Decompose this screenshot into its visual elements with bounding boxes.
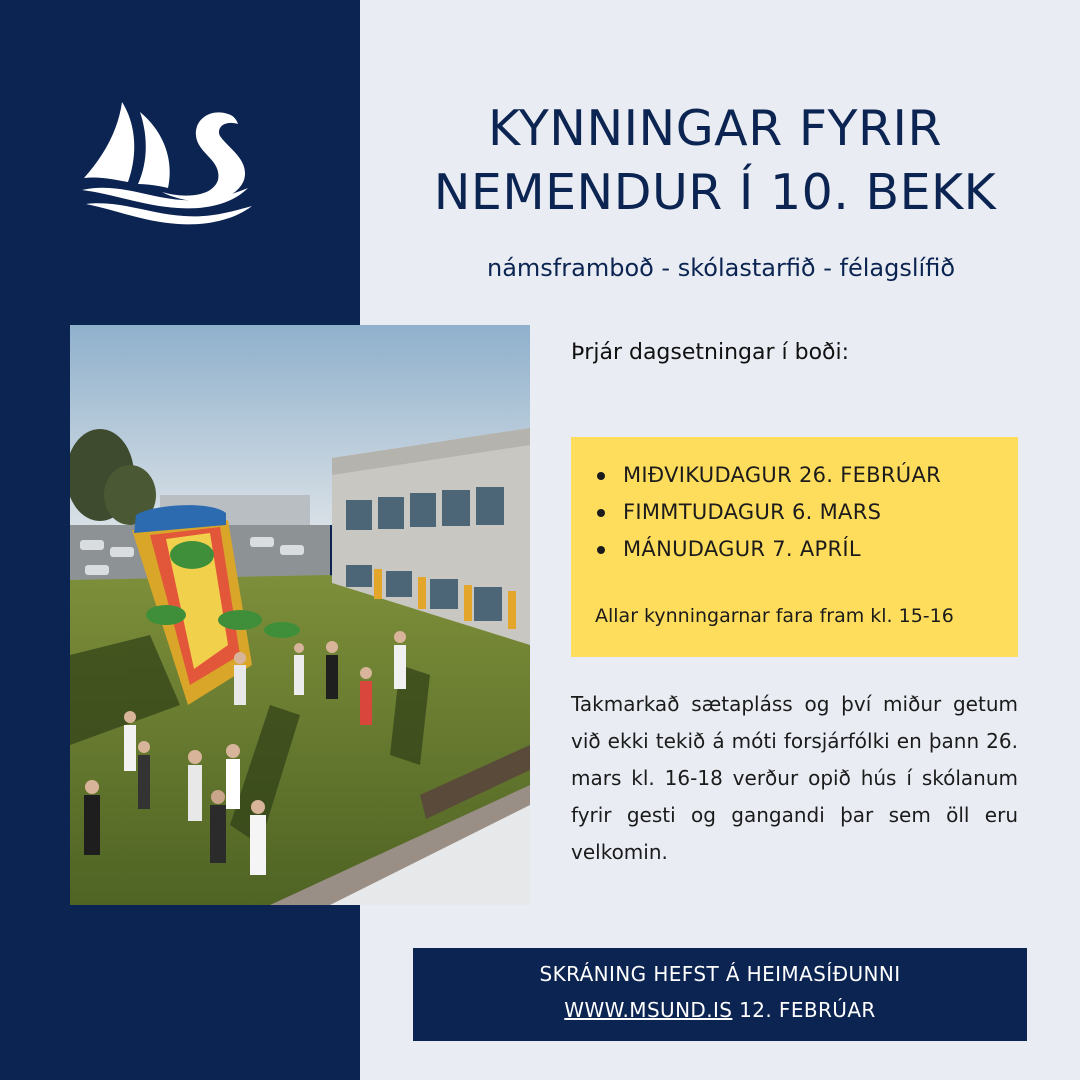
dates-intro: Þrjár dagsetningar í boði:	[571, 340, 850, 365]
registration-banner	[413, 948, 1027, 1041]
visitor-note: Takmarkað sætapláss og því miður getum við ekki tekið á móti forsjárfólki en þann 26. mars kl. 16-18 verður opið hús í skólanum fyrir gesti og gangandi þar sem öll eru velkomin.	[571, 692, 1018, 864]
subtitle: námsframboð - skólastarfið - félagslífið	[487, 254, 955, 282]
date-item: MÁNUDAGUR 7. APRÍL	[595, 531, 941, 568]
event-photo	[70, 325, 530, 905]
title-line-1: KYNNINGAR FYRIR	[487, 100, 942, 157]
date-item: MIÐVIKUDAGUR 26. FEBRÚAR	[595, 457, 941, 494]
dates-box	[571, 437, 1018, 657]
swan-ship-logo-icon	[78, 102, 256, 228]
registration-date: 12. FEBRÚAR	[739, 998, 876, 1022]
website-link[interactable]: WWW.MSUND.IS	[564, 998, 733, 1022]
registration-line-2	[413, 998, 1027, 1022]
dates-list	[595, 457, 941, 568]
dates-time-note: Allar kynningarnar fara fram kl. 15-16	[595, 605, 954, 627]
date-item: FIMMTUDAGUR 6. MARS	[595, 494, 941, 531]
registration-text: SKRÁNING HEFST Á HEIMASÍÐUNNI	[539, 962, 901, 986]
page-title	[405, 97, 1025, 225]
title-line-2: NEMENDUR Í 10. BEKK	[433, 164, 997, 221]
